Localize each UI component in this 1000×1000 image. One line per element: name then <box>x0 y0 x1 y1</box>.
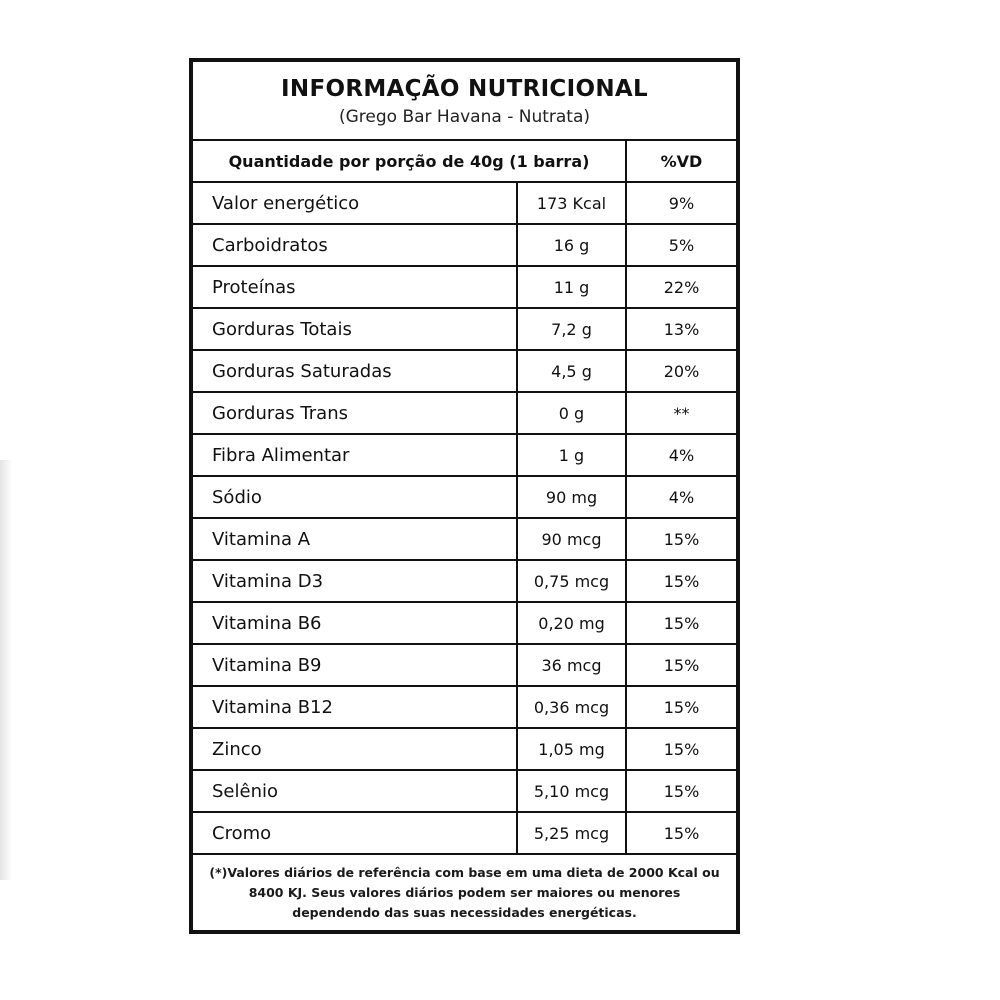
nutrient-daily-value: 4% <box>668 487 695 507</box>
nutrient-daily-value: 9% <box>668 193 695 213</box>
nutrient-daily-value: 22% <box>663 277 700 297</box>
nutrient-daily-value: 15% <box>663 655 700 675</box>
daily-value-header: %VD <box>660 151 703 171</box>
nutrient-daily-value: 4% <box>668 445 695 465</box>
nutrient-amount: 0,20 mg <box>518 603 627 643</box>
footnote: (*)Valores diários de referência com base em uma dieta de 2000 Kcal ou 8400 KJ. Seus valores diários podem ser maiores ou menores dependendo das suas necessidades energéticas. <box>209 865 720 920</box>
nutrient-name: Vitamina D3 <box>193 561 518 601</box>
nutrition-facts-label <box>189 58 740 934</box>
table-row <box>193 351 736 393</box>
table-row <box>193 477 736 519</box>
nutrient-amount: 90 mcg <box>518 519 627 559</box>
nutrient-amount: 4,5 g <box>518 351 627 391</box>
nutrient-amount: 1,05 mg <box>518 729 627 769</box>
nutrient-name: Vitamina B12 <box>193 687 518 727</box>
nutrient-name: Vitamina B9 <box>193 645 518 685</box>
nutrient-daily-value: 15% <box>663 697 700 717</box>
label-subtitle: (Grego Bar Havana - Nutrata) <box>338 107 591 127</box>
nutrient-daily-value: 15% <box>663 781 700 801</box>
nutrient-amount: 11 g <box>518 267 627 307</box>
nutrient-daily-value: 15% <box>663 613 700 633</box>
nutrient-rows <box>193 183 736 855</box>
nutrient-name: Gorduras Totais <box>193 309 518 349</box>
nutrient-name: Vitamina A <box>193 519 518 559</box>
nutrient-amount: 1 g <box>518 435 627 475</box>
table-row <box>193 225 736 267</box>
table-row <box>193 771 736 813</box>
nutrient-daily-value: 15% <box>663 739 700 759</box>
nutrient-name: Valor energético <box>193 183 518 223</box>
nutrient-amount: 36 mcg <box>518 645 627 685</box>
nutrient-name: Cromo <box>193 813 518 853</box>
nutrient-daily-value: 15% <box>663 571 700 591</box>
table-row <box>193 435 736 477</box>
label-title: INFORMAÇÃO NUTRICIONAL <box>281 76 648 102</box>
nutrient-amount: 5,10 mcg <box>518 771 627 811</box>
nutrient-name: Carboidratos <box>193 225 518 265</box>
table-row <box>193 603 736 645</box>
table-row <box>193 393 736 435</box>
nutrient-amount: 173 Kcal <box>518 183 627 223</box>
nutrient-daily-value: 5% <box>668 235 695 255</box>
nutrient-amount: 7,2 g <box>518 309 627 349</box>
nutrient-name: Selênio <box>193 771 518 811</box>
nutrient-name: Gorduras Trans <box>193 393 518 433</box>
nutrient-amount: 0 g <box>518 393 627 433</box>
nutrient-amount: 0,36 mcg <box>518 687 627 727</box>
nutrient-name: Sódio <box>193 477 518 517</box>
edge-shadow <box>0 460 12 880</box>
table-row <box>193 309 736 351</box>
nutrient-daily-value: ** <box>673 403 690 423</box>
nutrient-amount: 5,25 mcg <box>518 813 627 853</box>
table-row <box>193 687 736 729</box>
nutrient-daily-value: 20% <box>663 361 700 381</box>
table-row <box>193 267 736 309</box>
nutrient-name: Proteínas <box>193 267 518 307</box>
table-row <box>193 561 736 603</box>
nutrient-daily-value: 15% <box>663 529 700 549</box>
nutrient-name: Gorduras Saturadas <box>193 351 518 391</box>
serving-size-header: Quantidade por porção de 40g (1 barra) <box>193 141 627 181</box>
title-block <box>193 62 736 141</box>
table-header-row <box>193 141 736 183</box>
nutrient-daily-value: 13% <box>663 319 700 339</box>
nutrient-daily-value: 15% <box>663 823 700 843</box>
table-row <box>193 645 736 687</box>
table-row <box>193 729 736 771</box>
nutrient-amount: 16 g <box>518 225 627 265</box>
table-row <box>193 183 736 225</box>
table-row <box>193 813 736 855</box>
nutrient-name: Vitamina B6 <box>193 603 518 643</box>
nutrient-name: Zinco <box>193 729 518 769</box>
nutrient-amount: 0,75 mcg <box>518 561 627 601</box>
nutrient-name: Fibra Alimentar <box>193 435 518 475</box>
nutrient-amount: 90 mg <box>518 477 627 517</box>
table-row <box>193 519 736 561</box>
